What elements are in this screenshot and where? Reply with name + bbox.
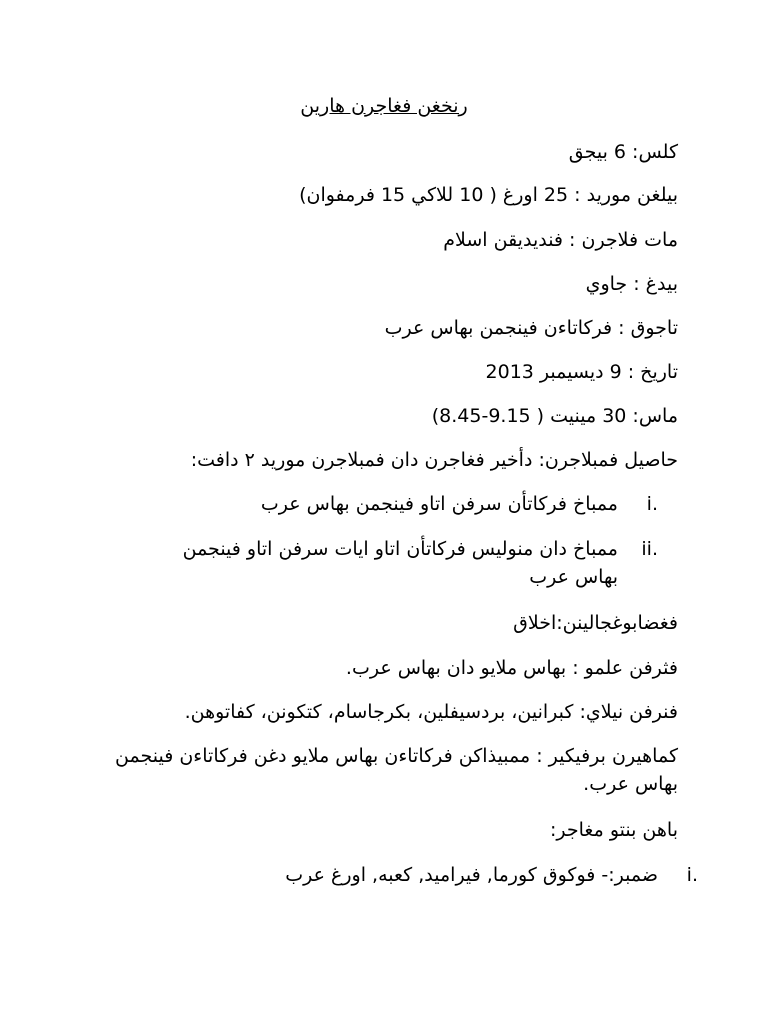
list-marker: i. (686, 864, 698, 886)
list-marker: ii. (641, 538, 658, 560)
list-marker: i. (646, 493, 658, 515)
document-title: رنخغن فغاجرن هارين (300, 95, 468, 117)
material-text: ضمبر:- فوكوق كورما, فيراميد, كعبه, اورغ عرب (285, 864, 658, 886)
date-line: تاريخ : 9 ديسيمبر 2013 (485, 361, 678, 383)
class-line: كلس: 6 بيجق (568, 141, 678, 163)
learning-outcome-line: حاصيل فمبلاجرن: دأخير فغاجرن دان فمبلاجرن موريد ٢ دافت: (190, 449, 678, 471)
student-count-line: بيلغن موريد : 25 اورغ ( 10 للاكي 15 فرمفوان) (299, 184, 678, 206)
time-line: ماس: 30 مينيت ( 9.15-8.45) (431, 405, 678, 427)
values-line: فنرفن نيلاي: كبرانين، بردسيفلين، بكرجاسام، كتكونن، كفاتوهن. (184, 701, 678, 723)
objective-item-2 (158, 535, 658, 591)
subject-line: مات فلاجرن : فنديديقن اسلام (443, 229, 678, 251)
thinking-skills-line: كماهيرن برفيكير : ممبيذاكن فركاتاءن بهاس ملايو دغن فركاتاءن فينجمن بهاس عرب. (115, 745, 678, 795)
objective-item-1 (158, 490, 658, 518)
topic-line: تاجوق : فركاتاءن فينجمن بهاس عرب (384, 317, 678, 339)
field-line: بيدغ : جاوي (585, 273, 678, 295)
objective-text: ممباخ دان منوليس فركاتأن اتاو ايات سرفن اتاو فينجمن بهاس عرب (182, 538, 618, 588)
knowledge-line: فثرفن علمو : بهاس ملايو دان بهاس عرب. (345, 657, 678, 679)
material-item-1 (178, 861, 698, 889)
integration-line: فغضابوغجالينن:اخلاق (513, 612, 678, 634)
objective-text: ممباخ فركاتأن سرفن اتاو فينجمن بهاس عرب (260, 493, 618, 515)
teaching-aids-line: باهن بنتو مغاجر: (550, 819, 678, 841)
